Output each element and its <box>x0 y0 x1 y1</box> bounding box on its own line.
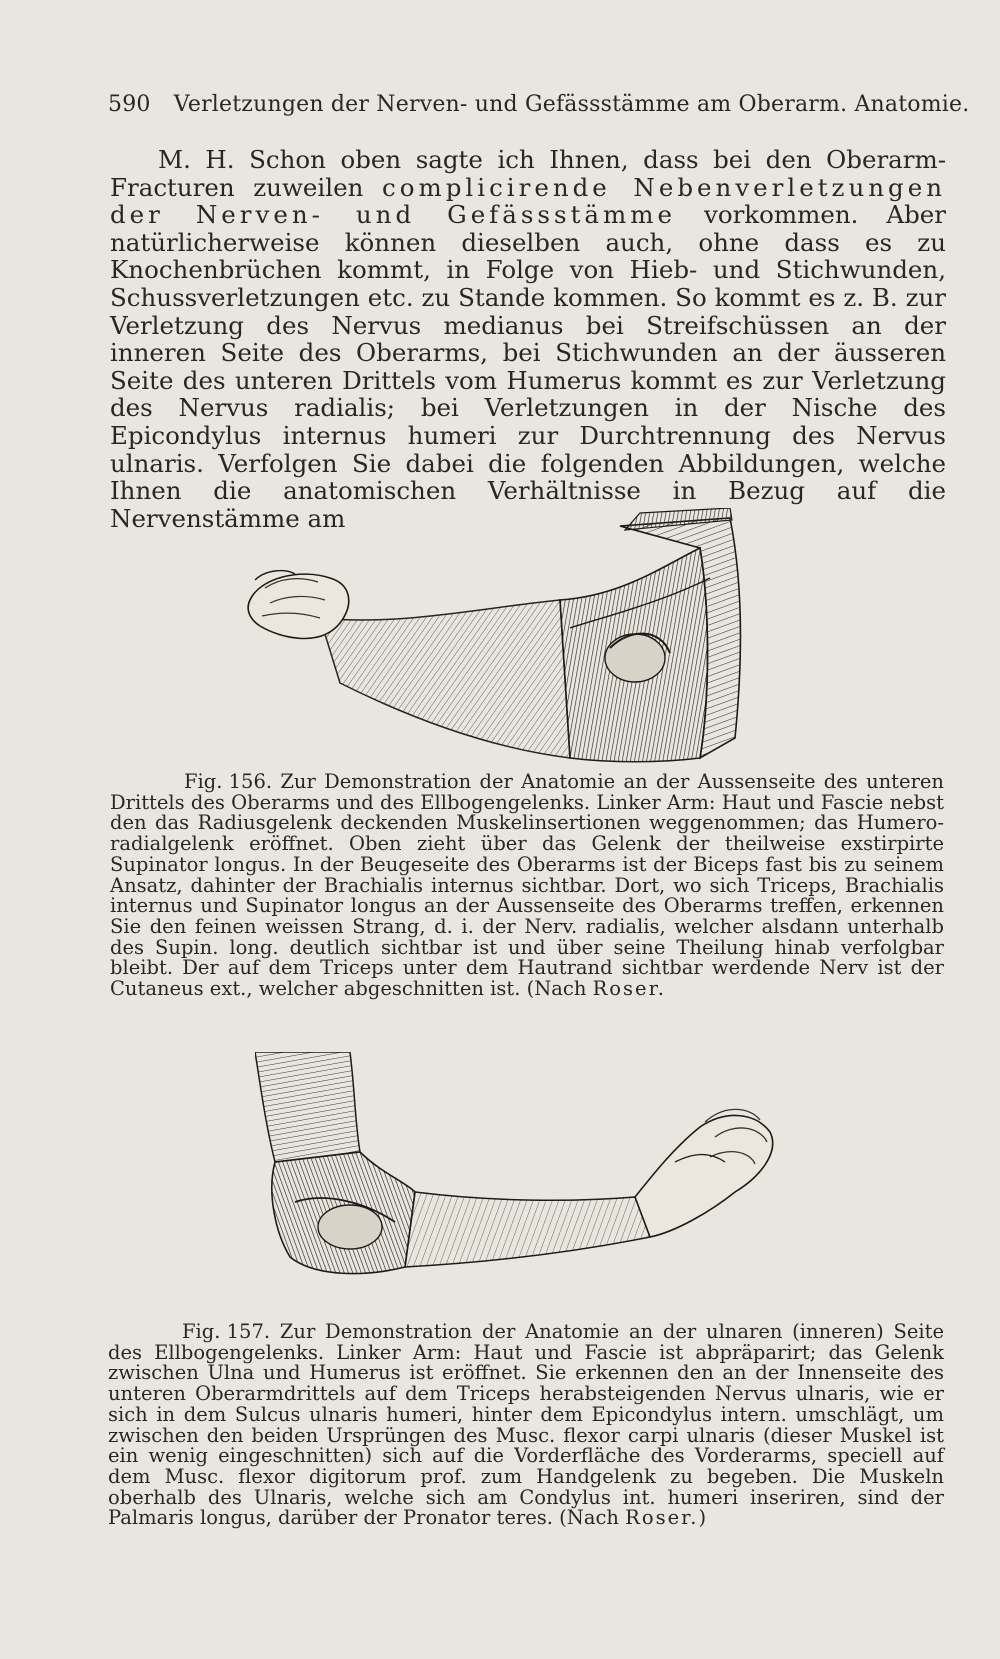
figure-157-text: Zur Demonstration der Anatomie an der ulnaren (inneren) Seite des Ellbogengelenks. Linker Arm: Haut und Fascie ist abpräparirt; das Gelenk zwischen Ulna und Humerus ist eröffnet. Sie erkennen den an der Innenseite des unteren Oberarmdrittels auf dem Triceps herabsteigenden Nervus ulnaris, wie er sich in dem Sulcus ulnaris humeri, hinter dem Epicondylus intern. umschlägt, um zwischen den beiden Ursprüngen des Musc. flexor carpi ulnaris (dieser Muskel ist ein wenig eingeschnitten) sich auf die Vorderfläche des Vorderarms, speciell auf dem Musc. flexor digitorum prof. zum Handgelenk zu begeben. Die Muskeln oberhalb des Ulnaris, welche sich am Condylus int. humeri inseriren, sind der Palmaris longus, darüber der Pronator teres. (Nach <box>108 1320 944 1530</box>
figure-156-label: Fig. 156. <box>184 770 273 793</box>
body-paragraph <box>110 146 946 532</box>
running-header <box>108 92 970 117</box>
figure-157-caption <box>108 1322 944 1529</box>
figure-156-caption <box>110 772 944 1000</box>
figure-157-author: Roser.) <box>625 1506 709 1530</box>
figure-157-illustration <box>255 1052 795 1302</box>
paragraph-start: M. H. Schon oben sagte ich Ihnen, dass bei den Oberarm-Fracturen zuweilen <box>110 145 946 202</box>
figure-156-illustration <box>240 508 960 776</box>
figure-157-label: Fig. 157. <box>182 1320 271 1343</box>
page-number: 590 <box>108 92 151 117</box>
paragraph-rest: vorkommen. Aber natürlicherweise können dieselben auch, ohne dass es zu Knochenbrüchen kommt, in Folge von Hieb- und Stichwunden, Schussverletzungen etc. zu Stande kommen. So kommt es z. B. zur Verletzung des Nervus medianus bei Streifschüssen an der inneren Seite des Oberarms, bei Stichwunden an der äusseren Seite des unteren Drittels vom Humerus kommt es zur Verletzung des Nervus radialis; bei Verletzungen in der Nische des Epicondylus internus humeri zur Durchtrennung des Nervus ulnaris. Verfolgen Sie dabei die folgenden Abbildungen, welche Ihnen die anatomischen Verhältnisse in Bezug auf die Nervenstämme am <box>110 200 946 533</box>
figure-156-text: Zur Demonstration der Anatomie an der Aussenseite des unteren Drittels des Oberarms und des Ellbogengelenks. Linker Arm: Haut und Fascie nebst den das Radiusgelenk deckenden Muskelinsertionen weggenommen; das Humero-radialgelenk eröffnet. Oben zieht über das Gelenk der theilweise exstirpirte Supinator longus. In der Beugeseite des Oberarms ist der Biceps fast bis zu seinem Ansatz, dahinter der Brachialis internus sichtbar. Dort, wo sich Triceps, Brachialis internus und Supinator longus an der Aussenseite des Oberarms treffen, erkennen Sie den feinen weissen Strang, d. i. der Nerv. radialis, welcher alsdann unterhalb des Supin. long. deutlich sichtbar ist und über seine Theilung hinab verfolgbar bleibt. Der auf dem Triceps unter dem Hautrand sichtbar werdende Nerv ist der Cutaneus ext., welcher abgeschnitten ist. (Nach <box>110 770 944 1001</box>
figure-156-author: Roser. <box>592 977 666 1001</box>
emphasized-phrase: complicirende Nebenverletzungen der Nerven- und Gefässstämme <box>110 172 946 230</box>
running-title: Verletzungen der Nerven- und Gefässstämme am Oberarm. Anatomie. <box>173 92 970 117</box>
